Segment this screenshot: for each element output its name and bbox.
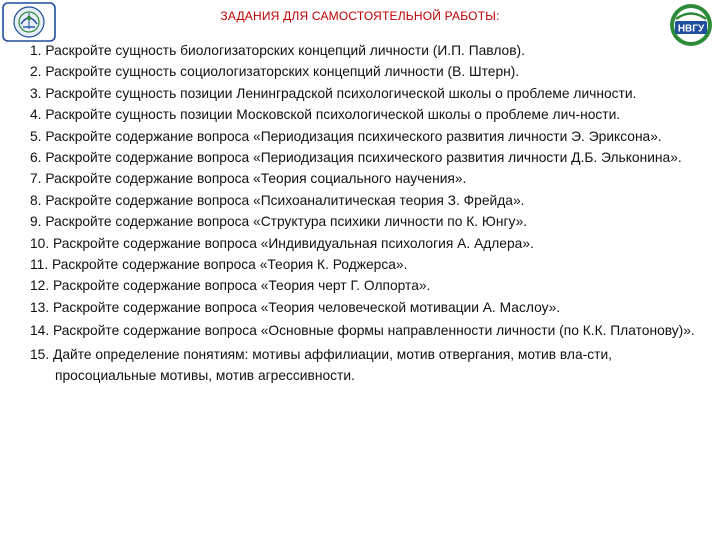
list-item: 11. Раскройте содержание вопроса «Теория К. Роджерса».: [30, 257, 408, 273]
list-item: 4. Раскройте сущность позиции Московской психологической школы о проблеме лич-ности.: [30, 107, 621, 123]
list-item: 14. Раскройте содержание вопроса «Основные формы направленности личности (по К.К. Платонову)».: [30, 323, 695, 339]
svg-text:НВГУ: НВГУ: [677, 23, 705, 35]
list-item: 7. Раскройте содержание вопроса «Теория социального научения».: [30, 171, 467, 187]
list-item: 2. Раскройте сущность социологизаторских концепций личности (В. Штерн).: [30, 64, 520, 80]
task-list: [30, 40, 702, 387]
list-item: 6. Раскройте содержание вопроса «Периодизация психического развития личности Д.Б. Эльконина».: [30, 150, 682, 166]
list-item: 8. Раскройте содержание вопроса «Психоаналитическая теория З. Фрейда».: [30, 192, 525, 208]
list-item: 13. Раскройте содержание вопроса «Теория человеческой мотивации А. Маслоу».: [30, 299, 561, 315]
page-title: ЗАДАНИЯ ДЛЯ САМОСТОЯТЕЛЬНОЙ РАБОТЫ:: [220, 9, 500, 23]
list-item: 1. Раскройте сущность биологизаторских концепций личности (И.П. Павлов).: [30, 43, 525, 58]
list-item: 9. Раскройте содержание вопроса «Структура психики личности по К. Юнгу».: [30, 214, 528, 230]
list-item: 3. Раскройте сущность позиции Ленинградской психологической школы о проблеме личности.: [30, 85, 637, 101]
list-item: 5. Раскройте содержание вопроса «Периодизация психического развития личности Э. Эриксона».: [30, 128, 662, 144]
list-item: 10. Раскройте содержание вопроса «Индивидуальная психология А. Адлера».: [30, 235, 534, 251]
list-item: 15. Дайте определение понятиям: мотивы аффилиации, мотив отвергания, мотив вла-сти, просоциальные мотивы, мотив агрессивности.: [30, 346, 613, 384]
list-item: 12. Раскройте содержание вопроса «Теория черт Г. Олпорта».: [30, 278, 431, 294]
